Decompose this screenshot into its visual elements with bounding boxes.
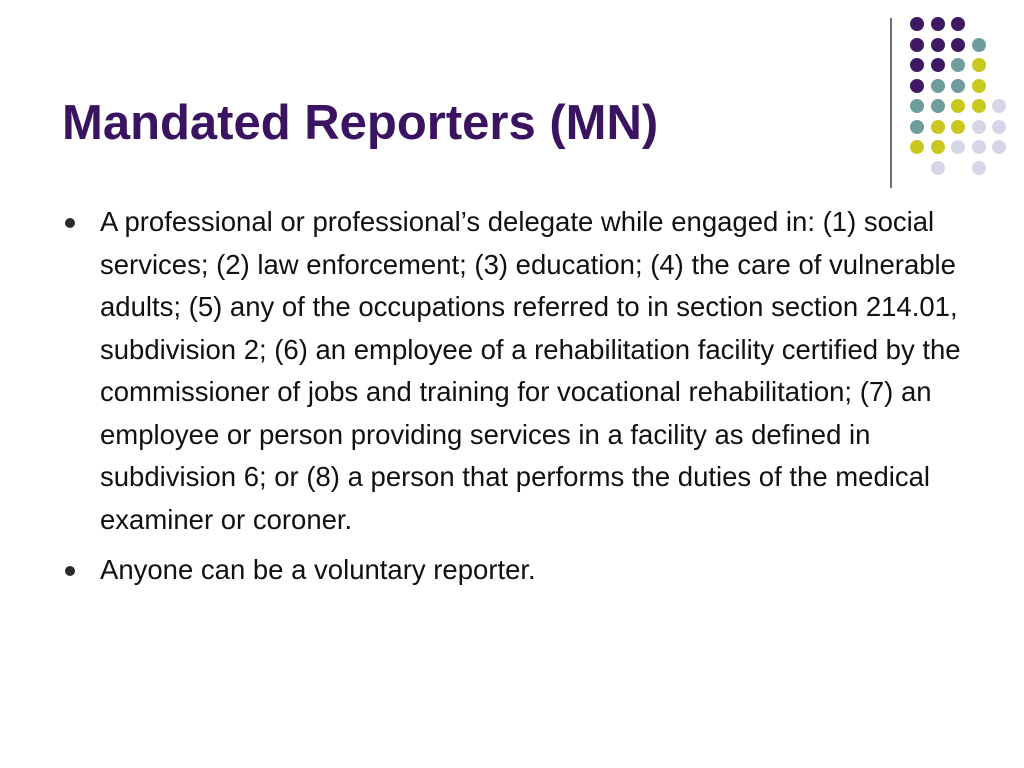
decorative-dot [910,17,924,31]
decorative-dot [951,99,965,113]
decorative-dot [910,58,924,72]
decorative-dot [972,161,986,175]
decorative-dot [931,99,945,113]
decorative-dot [972,99,986,113]
decorative-dot [972,120,986,134]
decorative-dot [951,58,965,72]
decorative-dot [931,120,945,134]
decorative-dot [951,17,965,31]
bullet-icon [65,218,75,228]
decorative-dot [910,38,924,52]
bullet-list [62,201,962,600]
decorative-dot [992,140,1006,154]
decorative-dot [931,38,945,52]
decorative-dot [931,17,945,31]
decorative-dot [992,120,1006,134]
slide-title: Mandated Reporters (MN) [62,96,659,150]
decorative-dot [951,38,965,52]
decorative-dot [931,161,945,175]
bullet-text: Anyone can be a voluntary reporter. [100,554,536,585]
decorative-dot [972,38,986,52]
decorative-dot [972,58,986,72]
bullet-icon [65,566,75,576]
decorative-dot [910,99,924,113]
bullet-text: A professional or professional’s delegate while engaged in: (1) social services; (2) law enforcement; (3) education; (4) the care of vulnerable adults; (5) any of the occupations referred to in section section 214.01, subdivision 2; (6) an employee of a rehabilitation facility certified by the commissioner of jobs and training for vocational rehabilitation; (7) an employee or person providing services in a facility as defined in subdivision 6; or (8) a person that performs the duties of the medical examiner or coroner. [100,206,961,535]
decorative-dot [992,99,1006,113]
decorative-dot [972,140,986,154]
bullet-item [62,549,962,592]
decorative-dot [910,140,924,154]
decorative-dot [910,120,924,134]
decorative-dot [951,140,965,154]
decorative-dot [951,120,965,134]
decorative-dot [951,79,965,93]
title-divider [890,18,892,188]
decorative-dot [910,79,924,93]
bullet-item [62,201,962,541]
decorative-dot [972,79,986,93]
decorative-dot [931,79,945,93]
decorative-dot [931,58,945,72]
decorative-dot [931,140,945,154]
